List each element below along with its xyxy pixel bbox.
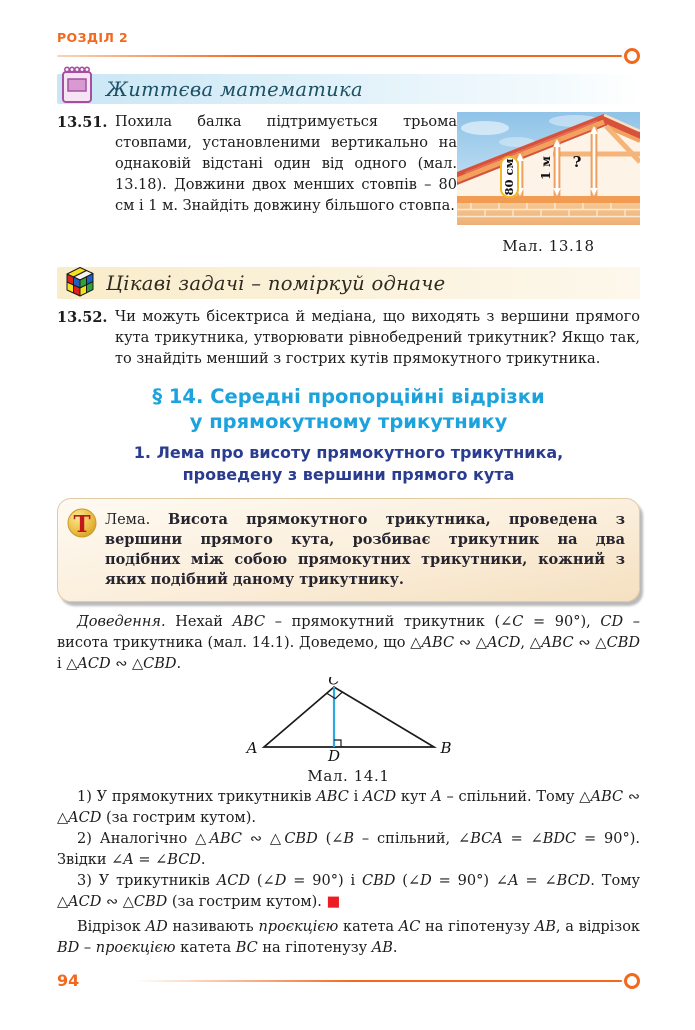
- figure-13-18: [457, 112, 640, 255]
- section-band-life-math: [57, 74, 640, 104]
- problem-13-52: [57, 307, 640, 370]
- lemma-box: [57, 498, 640, 602]
- vertex-label-A: A: [246, 739, 257, 757]
- proof-step-3: 3) У трикутників ACD (∠D = 90°) і CBD (∠D = 90°) ∠A = ∠BCD. Тому △ACD ∾ △CBD (за гострим кутом). ■: [57, 873, 641, 910]
- post-label-80cm: 80 см: [502, 158, 516, 196]
- rubiks-cube-icon: [61, 263, 99, 305]
- paragraph-subtitle: [57, 442, 640, 486]
- footer-line: [135, 980, 622, 982]
- projection-note: Відрізок AD називають проєкцією катета AC на гіпотенузу AB, а відрізок BD – проєкцією катета BC на гіпотенузу AB.: [57, 919, 640, 956]
- section-title-life-math: Життєва математика: [106, 77, 363, 101]
- lemma-text: Лема. Висота прямокутного трикутника, проведена з вершини прямого кута, розбиває трикутник на два подібних між собою прямокутних трикутники, кожний з яких подібний даному трикутнику.: [105, 511, 625, 588]
- paragraph-subtitle-line1: 1. Лема про висоту прямокутного трикутника,: [133, 443, 564, 462]
- page-number: 94: [57, 971, 80, 990]
- figure-14-1: [229, 677, 469, 785]
- proof-steps: [57, 787, 640, 913]
- vertex-label-D: D: [327, 747, 340, 763]
- vertex-label-B: B: [439, 739, 452, 757]
- svg-text:Т: Т: [73, 511, 91, 538]
- problem-number: 13.52.: [57, 309, 108, 326]
- section-band-curious: [57, 267, 640, 299]
- paragraph-title-line1: § 14. Середні пропорційні відрізки: [152, 385, 545, 408]
- problem-text: Чи можуть бісектриса й медіана, що виходять з вершини прямого кута трикутника, утворювати рівнобедрений трикутник? Якщо так, то знайдіть менший з гострих кутів прямокутного трикутника.: [115, 309, 640, 367]
- triangle-diagram: [239, 677, 459, 763]
- figure-13-18-caption: Мал. 13.18: [502, 237, 595, 255]
- paragraph-title-line2: у прямокутному трикутнику: [189, 410, 508, 433]
- footer-line-ring: [624, 973, 640, 989]
- vertex-label-C: C: [327, 677, 340, 689]
- paragraph-subtitle-line2: проведену з вершини прямого кута: [182, 465, 515, 484]
- problem-13-51: [57, 112, 457, 255]
- proof-step-1: 1) У прямокутних трикутників ABC і ACD кут A – спільний. Тому △ABC ∾ △ACD (за гострим кутом).: [57, 789, 640, 826]
- problem-number: 13.51.: [57, 114, 108, 131]
- header-line-ring: [624, 48, 640, 64]
- proof-intro: Доведення. Нехай ABC – прямокутний трикутник (∠C = 90°), CD – висота трикутника (мал. 14.1). Доведемо, що △ABC ∾ △ACD, △ABC ∾ △CBD і △ACD ∾ △CBD.: [57, 614, 641, 672]
- roof-photo-illustration: [457, 112, 640, 225]
- problem-text: Похила балка підтримується трьома стовпами, установленими вертикально на однаковій відстані один від одного (мал. 13.18). Довжини двох менших стовпів – 80 см і 1 м. Знайдіть довжину більшого стовпа.: [115, 114, 457, 214]
- proof-step-2: 2) Аналогічно △ABC ∾ △CBD (∠B – спільний, ∠BCA = ∠BDC = 90°). Звідки ∠A = ∠BCD.: [57, 831, 640, 868]
- figure-14-1-caption: Мал. 14.1: [307, 767, 390, 785]
- header-rule: [57, 50, 640, 62]
- problem-13-51-row: [57, 112, 640, 255]
- post-label-question: ?: [572, 153, 582, 171]
- section-title-curious: Цікаві задачі – поміркуй одначе: [106, 271, 446, 295]
- notebook-icon: [59, 65, 95, 109]
- paragraph-title: [57, 384, 640, 434]
- letter-t-medallion-icon: [67, 508, 97, 544]
- header-line: [57, 55, 622, 57]
- page-footer: [57, 971, 640, 990]
- chapter-label: РОЗДІЛ 2: [57, 30, 129, 45]
- post-label-1m: 1 м: [538, 156, 553, 180]
